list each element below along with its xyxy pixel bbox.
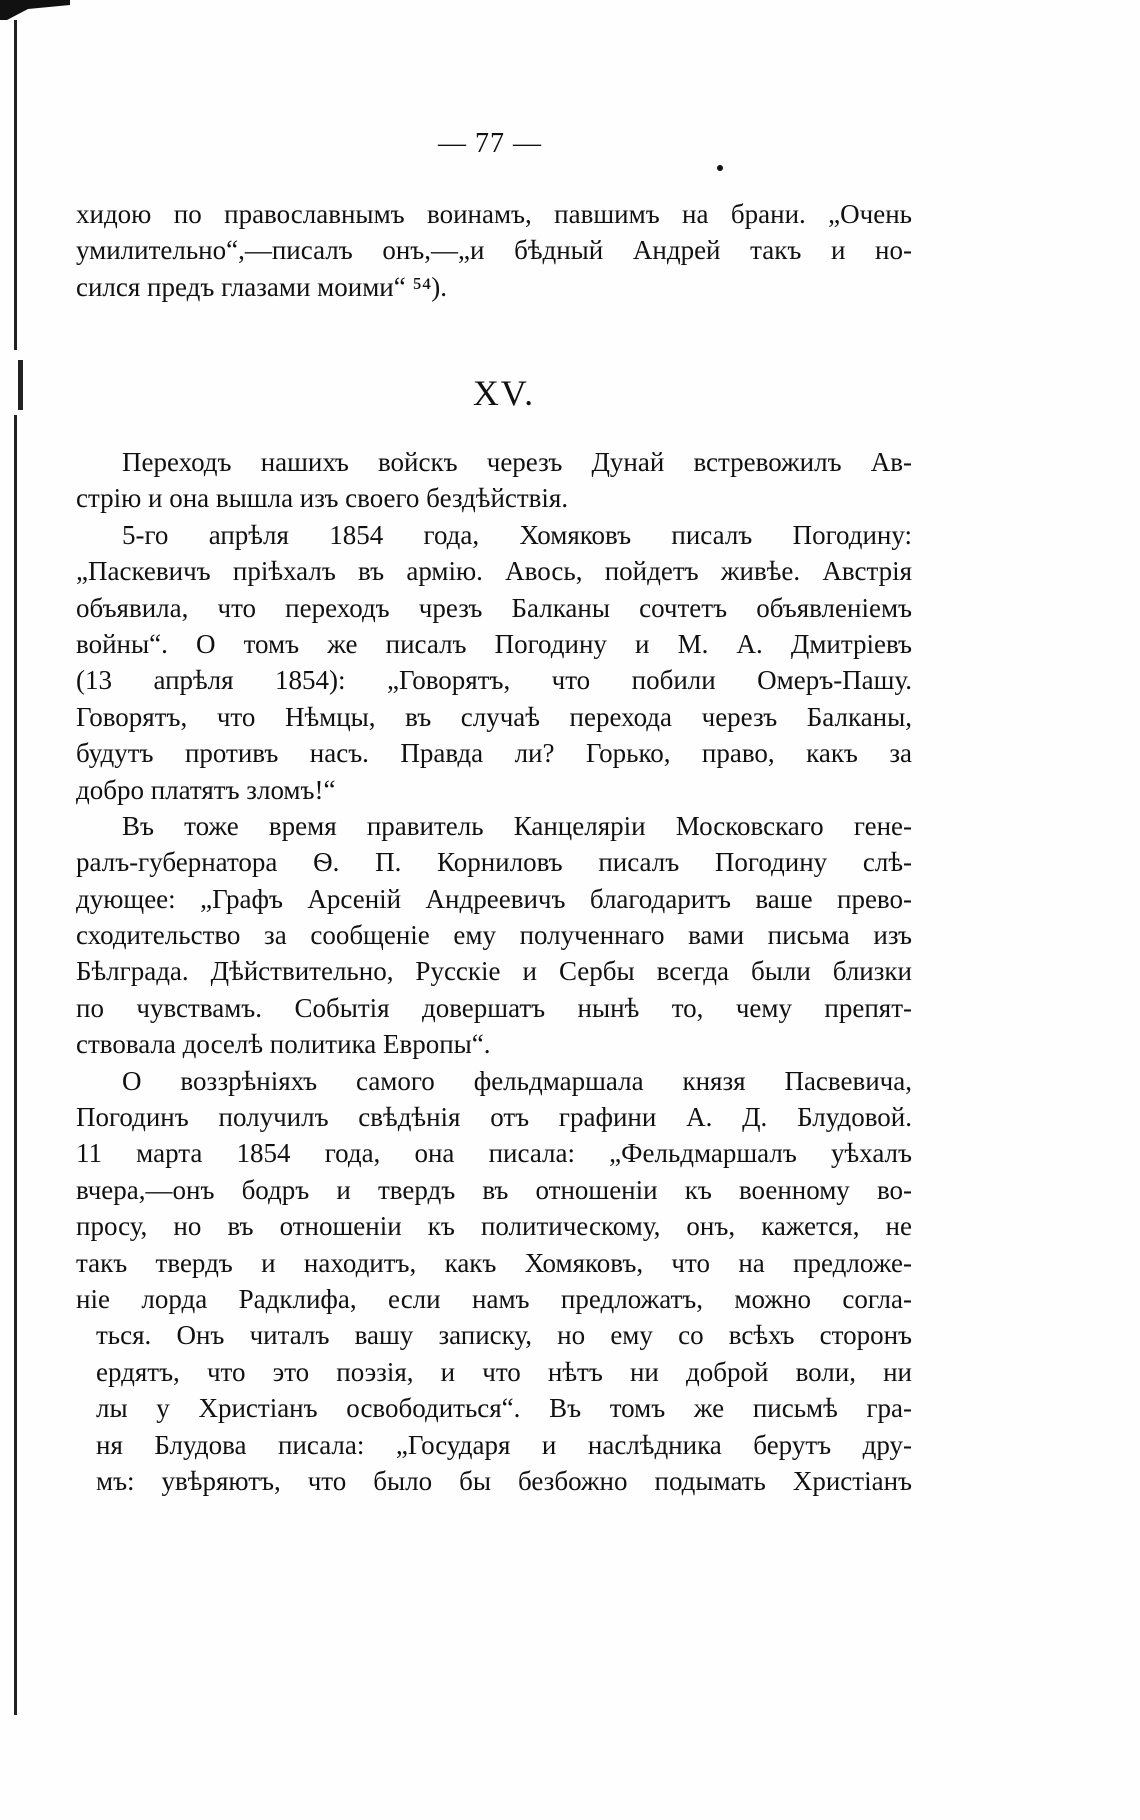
text-line: сился предъ глазами моими“ ⁵⁴). xyxy=(76,271,448,302)
text-line: войны“. О томъ же писалъ Погодину и М. А. Дмитріевъ xyxy=(76,628,912,659)
text-line: по чувствамъ. Событія довершатъ нынѣ то, чему препят- xyxy=(76,992,912,1023)
scan-edge-mark xyxy=(0,0,70,20)
text-line: ться. Онъ читалъ вашу записку, но ему со всѣхъ сторонъ xyxy=(96,1320,912,1351)
text-line: дующее: „Графъ Арсеній Андреевичъ благодаритъ ваше прево- xyxy=(76,883,912,914)
text-line: Бѣлграда. Дѣйствительно, Русскіе и Сербы всегда были близки xyxy=(76,956,912,987)
text-line: хидою по православнымъ воинамъ, павшимъ на брани. „Очень xyxy=(76,199,912,229)
text-line: ствовала доселѣ политика Европы“. xyxy=(76,1029,491,1060)
text-line: ніе лорда Радклифа, если намъ предложатъ, можно согла- xyxy=(76,1283,912,1314)
text-line: 11 марта 1854 года, она писала: „Фельдмаршалъ уѣхалъ xyxy=(76,1138,912,1169)
text-line: Погодинъ получилъ свѣдѣнія отъ графини А. Д. Блудовой. xyxy=(76,1102,912,1133)
text-line: вчера,—онъ бодръ и твердъ въ отношеніи къ военному во- xyxy=(76,1174,912,1205)
text-line: „Паскевичъ пріѣхалъ въ армію. Авось, пойдетъ живѣе. Австрія xyxy=(76,556,912,587)
text-line: Переходъ нашихъ войскъ черезъ Дунай встревожилъ Ав- xyxy=(122,447,912,477)
text-line: Въ тоже время правитель Канцеляріи Московскаго гене- xyxy=(122,810,912,841)
text-line: объявила, что переходъ чрезъ Балканы сочтетъ объявленіемъ xyxy=(76,592,912,623)
text-line: сходительство за сообщеніе ему полученнаго вами письма изъ xyxy=(76,920,912,951)
text-line: (13 апрѣля 1854): „Говорятъ, что побили Омеръ-Пашу. xyxy=(76,665,912,696)
text-line: ралъ-губернатора Ѳ. П. Корниловъ писалъ Погодину слѣ- xyxy=(76,847,912,878)
print-speck xyxy=(717,165,723,171)
text-line: О воззрѣніяхъ самого фельдмаршала князя Пасвевича, xyxy=(122,1065,912,1096)
text-line: такъ твердъ и находитъ, какъ Хомяковъ, что на предложе- xyxy=(76,1247,912,1278)
text-line: добро платятъ зломъ!“ xyxy=(76,774,336,805)
text-line: стрію и она вышла изъ своего бездѣйствія. xyxy=(76,483,569,514)
scan-edge-line xyxy=(14,415,17,1715)
text-line: 5-го апрѣля 1854 года, Хомяковъ писалъ Погодину: xyxy=(122,519,912,550)
page-number: — 77 — xyxy=(438,128,542,159)
text-line: просу, но въ отношеніи къ политическому, онъ, кажется, не xyxy=(76,1211,912,1242)
text-line: ердятъ, что это поэзія, и что нѣтъ ни доброй воли, ни xyxy=(96,1356,912,1387)
body-text xyxy=(76,444,912,1499)
opening-paragraph xyxy=(76,196,912,305)
text-line: лы у Христіанъ освободиться“. Въ томъ же письмѣ гра- xyxy=(96,1393,912,1424)
text-line: мъ: увѣряютъ, что было бы безбожно подымать Христіанъ xyxy=(96,1465,912,1496)
scan-edge-line xyxy=(14,20,17,350)
text-line: будутъ противъ насъ. Правда ли? Горько, право, какъ за xyxy=(76,738,912,769)
section-heading: XV. xyxy=(472,373,536,413)
text-line: умилительно“,—писалъ онъ,—„и бѣдный Андрей такъ и но- xyxy=(76,235,912,266)
text-line: ня Блудова писала: „Государя и наслѣдника берутъ дру- xyxy=(96,1429,912,1460)
text-line: Говорятъ, что Нѣмцы, въ случаѣ перехода черезъ Балканы, xyxy=(76,701,912,732)
